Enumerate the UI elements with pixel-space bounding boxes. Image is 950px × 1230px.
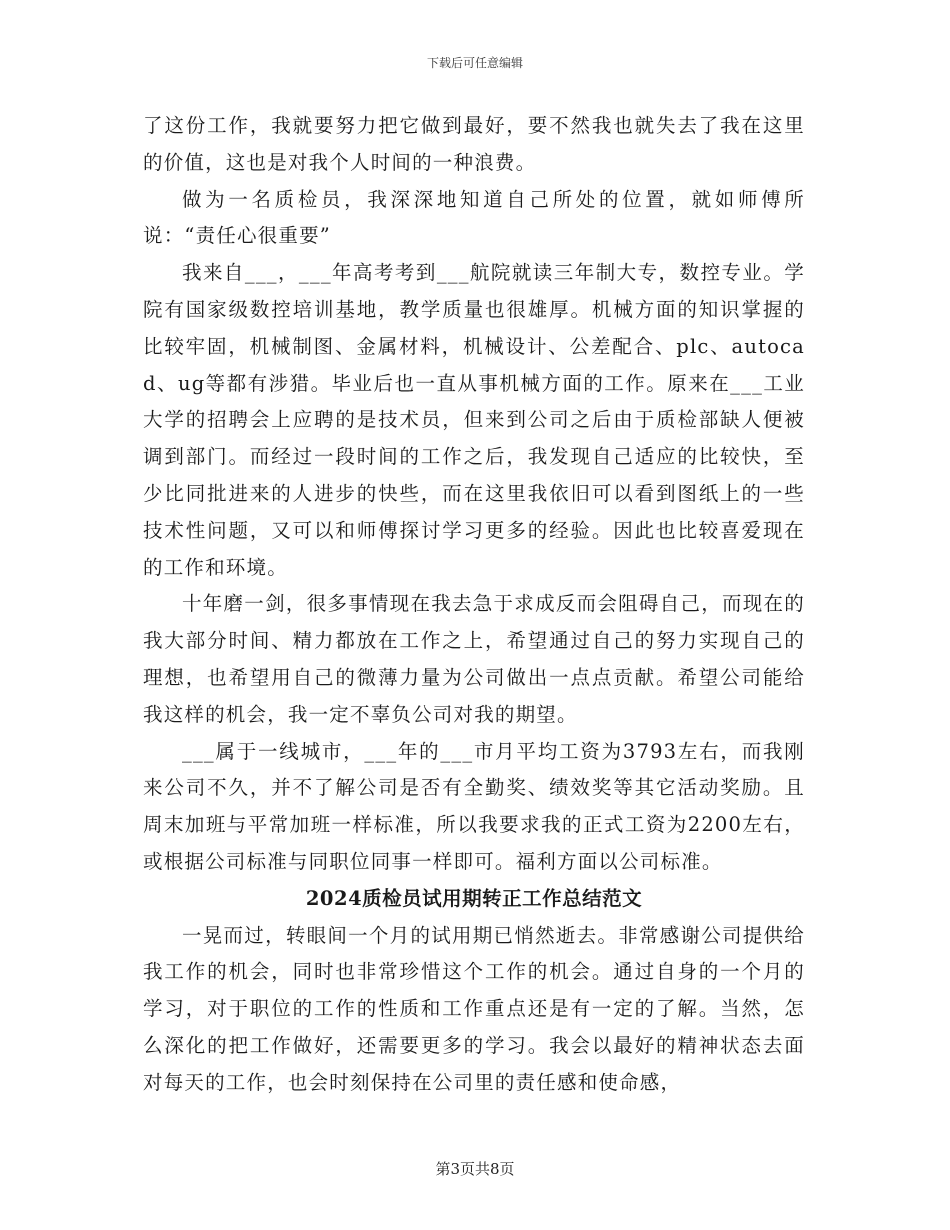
paragraph: 做为一名质检员，我深深地知道自己所处的位置，就如师傅所说：“责任心很重要” <box>143 187 805 248</box>
section-title: 2024质检员试用期转正工作总结范文 <box>305 886 643 910</box>
paragraph: 了这份工作，我就要努力把它做到最好，要不然我也就失去了我在这里的价值，这也是对我个人时间的一种浪费。 <box>143 114 805 174</box>
paragraph: 一晃而过，转眼间一个月的试用期已悄然逝去。非常感谢公司提供给我工作的机会，同时也非常珍惜这个工作的机会。通过自身的一个月的学习，对于职位的工作的性质和工作重点还是有一定的了解。当然，怎么深化的把工作做好，还需要更多的学习。我会以最好的精神状态去面对每天的工作，也会时刻保持在公司里的责任感和使命感， <box>143 923 805 1094</box>
paragraph: 我来自___，___年高考考到___航院就读三年制大专，数控专业。学院有国家级数控培训基地，教学质量也很雄厚。机械方面的知识掌握的比较牢固，机械制图、金属材料，机械设计、公差配合、plc、autocad、ug等都有涉猎。毕业后也一直从事机械方面的工作。原来在___工业大学的招聘会上应聘的是技术员，但来到公司之后由于质检部缺人便被调到部门。而经过一段时间的工作之后，我发现自己适应的比较快，至少比同批进来的人进步的快些，而在这里我依旧可以看到图纸上的一些技术性问题，又可以和师傅探讨学习更多的经验。因此也比较喜爱现在的工作和环境。 <box>143 261 805 579</box>
paragraph: ___属于一线城市，___年的___市月平均工资为3793左右，而我刚来公司不久，并不了解公司是否有全勤奖、绩效奖等其它活动奖励。且周末加班与平常加班一样标准，所以我要求我的正式工资为2200左右，或根据公司标准与同职位同事一样即可。福利方面以公司标准。 <box>143 739 805 873</box>
document-body <box>143 108 805 1102</box>
paragraph: 十年磨一剑，很多事情现在我去急于求成反而会阻碍自己，而现在的我大部分时间、精力都放在工作之上，希望通过自己的努力实现自己的理想，也希望用自己的微薄力量为公司做出一点点贡献。希望公司能给我这样的机会，我一定不辜负公司对我的期望。 <box>143 592 805 726</box>
page-header: 下载后可任意编辑 <box>426 56 523 70</box>
page-footer: 第3页共8页 <box>435 1160 515 1178</box>
